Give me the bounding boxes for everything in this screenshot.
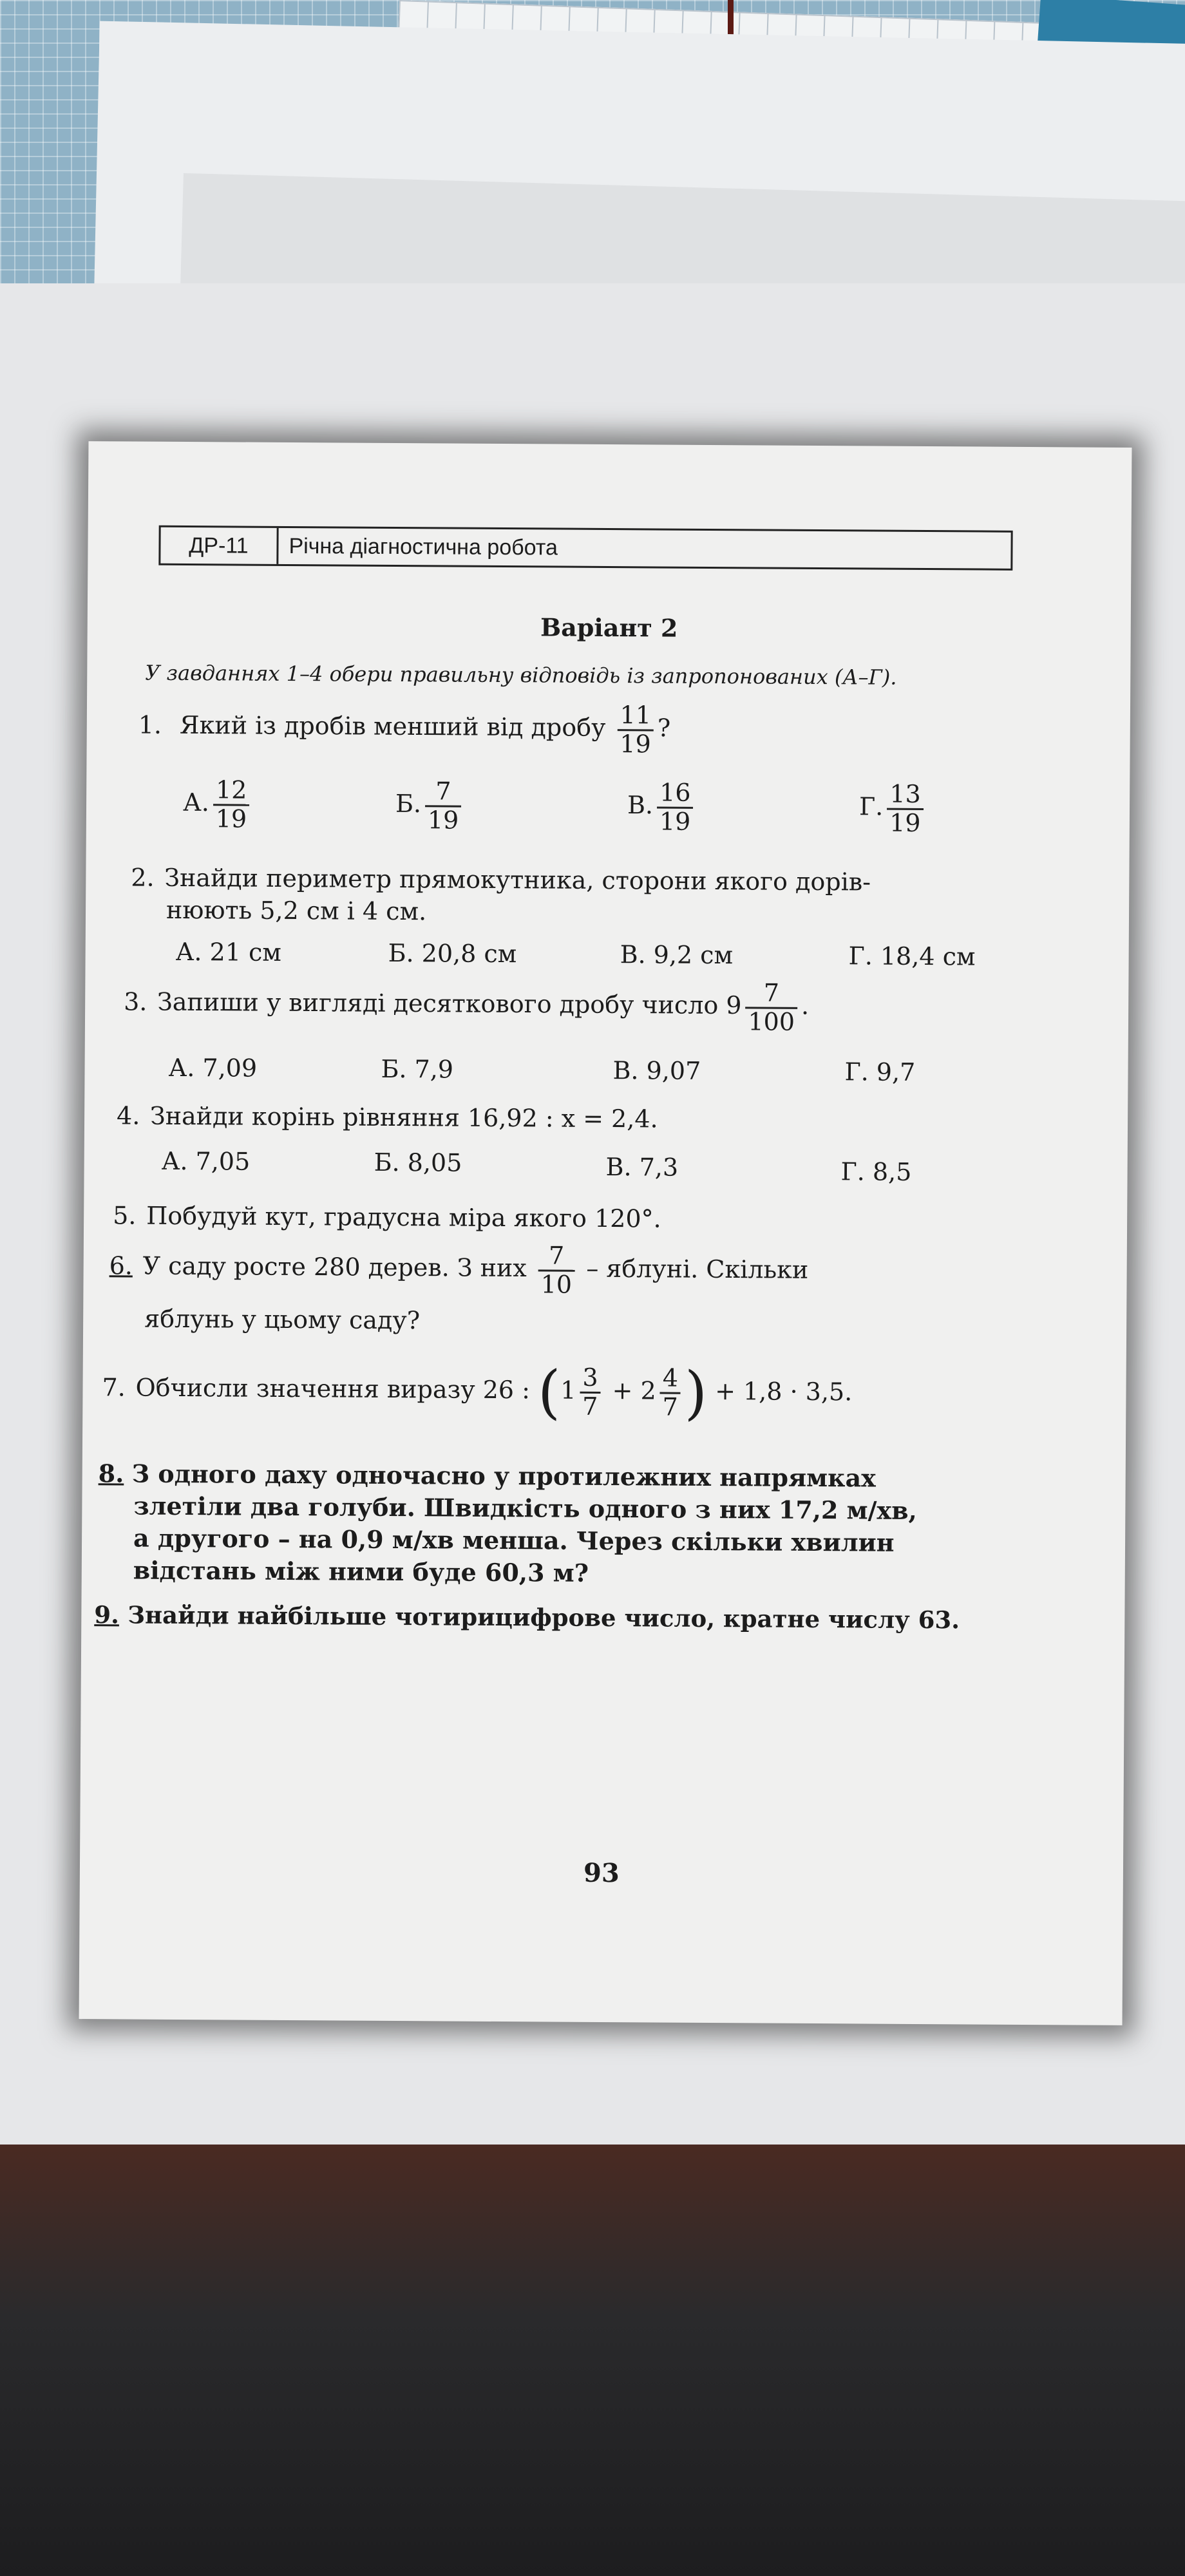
question-9: 9. Знайди найбільше чотирицифрове число, кратне числу 63. (94, 1600, 960, 1634)
answer-option-v: В. $\frac{16}{19}$ (627, 779, 697, 835)
answer-option-v: В. 9,07 (612, 1056, 701, 1085)
answer-option-b: Б. 20,8 см (388, 938, 517, 969)
question-7: 7. Обчисли значення виразу 26 : (1 $\frac{3}{7}$ + 2 $\frac{4}{7}$ ) + 1,8 · 3,5. (102, 1358, 853, 1427)
answer-option-g: Г. $\frac{13}{19}$ (859, 781, 927, 837)
desk-surface (0, 2145, 1185, 2576)
answer-option-a: А. 7,05 (161, 1146, 251, 1176)
question-8-line-3: а другого – на 0,9 м/хв менша. Через скільки хвилин (133, 1523, 895, 1557)
instruction-text: У завданнях 1–4 обери правильну відповідь із запропонованих (А–Г). (145, 660, 897, 690)
question-text: Який із дробів менший від дробу (179, 710, 606, 742)
header-code: ДР-11 (160, 527, 278, 564)
answer-option-g: Г. 18,4 см (848, 942, 976, 971)
question-2-continued: нюють 5,2 см і 4 см. (166, 895, 427, 926)
variant-title: Варіант 2 (540, 612, 678, 643)
question-4: 4. Знайди корінь рівняння 16,92 : x = 2,4. (116, 1101, 658, 1133)
question-text: Запиши у вигляді десяткового дробу число (157, 987, 719, 1019)
answer-option-a: А. $\frac{12}{19}$ (183, 777, 254, 833)
question-2: 2. Знайди периметр прямокутника, сторони якого дорів- (131, 863, 871, 896)
question-3: 3. Запиши у вигляді десяткового дробу число 9 $\frac{7}{100}$ . (124, 978, 810, 1036)
fraction: $\frac{11}{19}$ (617, 702, 654, 758)
question-6-continued: яблунь у цьому саду? (144, 1304, 421, 1335)
question-text: Знайди периметр прямокутника, сторони якого дорів- (164, 863, 871, 896)
question-5: 5. Побудуй кут, градусна міра якого 120°. (113, 1201, 661, 1233)
question-6: 6. У саду росте 280 дерев. З них $\frac{7}{10}$ – яблуні. Скільки (109, 1241, 809, 1299)
answer-option-g: Г. 9,7 (844, 1057, 916, 1086)
fraction: $\frac{7}{10}$ (538, 1242, 575, 1298)
question-8-line-2: злетіли два голуби. Швидкість одного з них 17,2 м/хв, (133, 1491, 917, 1525)
answer-option-v: В. 9,2 см (620, 940, 734, 970)
question-text: Обчисли значення виразу 26 : (135, 1373, 531, 1405)
answer-option-a: А. 21 см (175, 937, 282, 967)
answer-option-b: Б. $\frac{7}{19}$ (395, 778, 466, 834)
answer-option-a: А. 7,09 (168, 1053, 258, 1083)
paren-open: ( (537, 1358, 561, 1426)
paren-close: ) (684, 1359, 708, 1427)
answer-option-g: Г. 8,5 (840, 1157, 912, 1186)
worksheet-header (158, 526, 1012, 571)
answer-option-b: Б. 7,9 (381, 1054, 454, 1084)
answer-option-b: Б. 8,05 (374, 1148, 462, 1177)
header-title: Річна діагностична робота (289, 533, 558, 560)
question-text: Знайди корінь рівняння 16,92 : x = 2,4. (149, 1101, 658, 1133)
question-8: 8. З одного даху одночасно у протилежних напрямках (98, 1459, 876, 1493)
page-number: 93 (583, 1857, 620, 1889)
worksheet-page (79, 441, 1132, 2025)
fraction: $\frac{7}{100}$ (745, 980, 797, 1036)
question-1: 1. Який із дробів менший від дробу $\frac{11}{19}$ ? (138, 701, 671, 759)
question-8-line-4: відстань між ними буде 60,3 м? (133, 1555, 589, 1587)
question-text: Побудуй кут, градусна міра якого 120°. (146, 1201, 661, 1233)
answer-option-v: В. 7,3 (605, 1153, 679, 1182)
question-number: 1. (138, 710, 162, 739)
